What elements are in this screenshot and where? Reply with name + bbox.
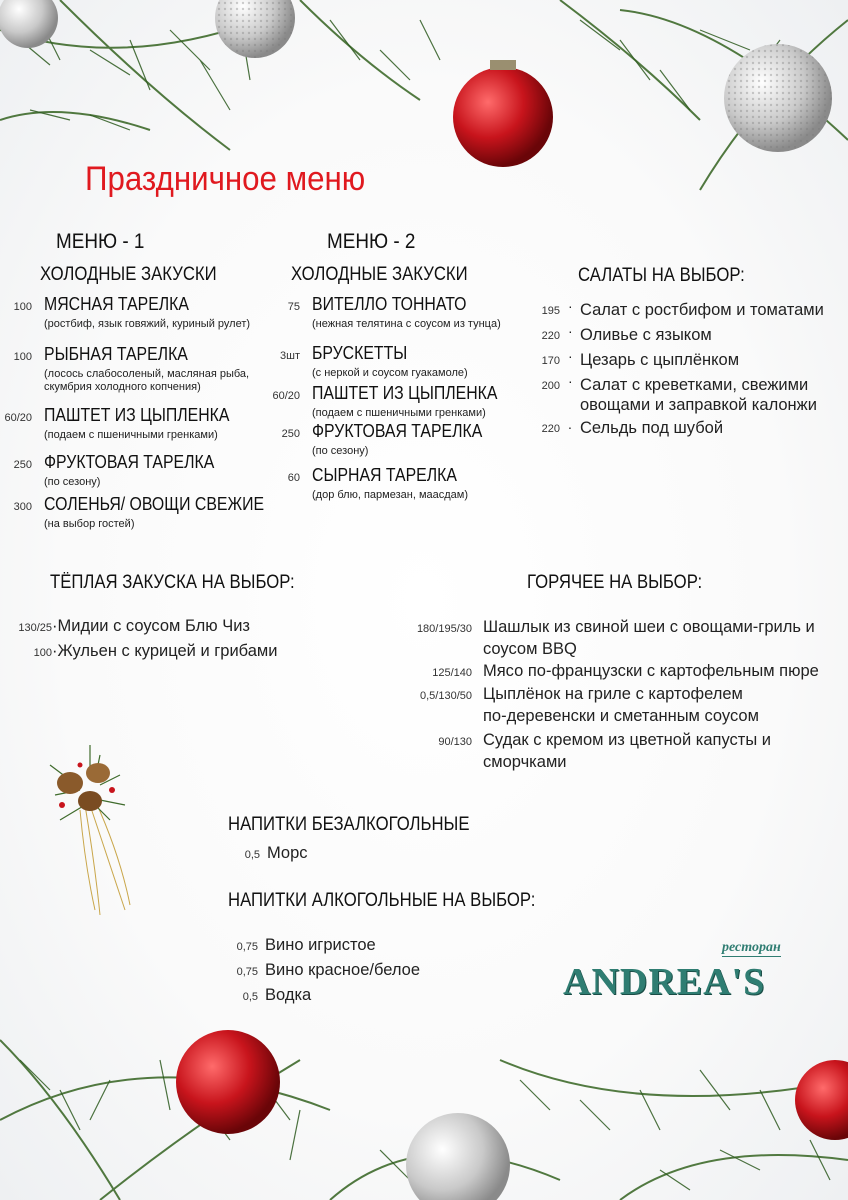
- item-name: Салат с креветками, свежими: [580, 376, 809, 394]
- item-description: (дор блю, пармезан, маасдам): [312, 489, 468, 501]
- item-name: СОЛЕНЬЯ/ ОВОЩИ СВЕЖИЕ: [44, 494, 265, 514]
- menu1-header: МЕНЮ - 1: [56, 230, 145, 253]
- item-description: (по сезону): [44, 476, 101, 488]
- item-quantity: 220: [541, 423, 560, 435]
- item-name: ФРУКТОВАЯ ТАРЕЛКА: [312, 421, 483, 441]
- item-quantity: 0,75: [236, 966, 258, 978]
- item-description: (подаем с пшеничными гренками): [312, 407, 486, 419]
- item-name: ·Мидии с соусом Блю Чиз: [52, 617, 250, 635]
- bottom-pine-decoration: [0, 1000, 848, 1200]
- item-quantity: 60/20: [272, 390, 300, 402]
- red-ornament-icon: [176, 1030, 280, 1134]
- drinks-alc-header: НАПИТКИ АЛКОГОЛЬНЫЕ НА ВЫБОР:: [228, 890, 536, 911]
- item-name: Судак с кремом из цветной капусты и: [483, 731, 771, 749]
- item-quantity: 130/25: [18, 622, 52, 634]
- item-bullet: ·: [568, 323, 573, 339]
- item-description: (подаем с пшеничными гренками): [44, 429, 218, 441]
- item-description: (ростбиф, язык говяжий, куриный рулет): [44, 318, 251, 330]
- warm-header: ТЁПЛАЯ ЗАКУСКА НА ВЫБОР:: [50, 572, 295, 593]
- logo-subtitle: ресторан: [722, 940, 781, 955]
- item-quantity: 60: [287, 472, 300, 484]
- item-name: ВИТЕЛЛО ТОННАТО: [312, 294, 467, 314]
- item-name: ·Жульен с курицей и грибами: [52, 642, 278, 660]
- item-name: Сельдь под шубой: [580, 419, 724, 437]
- item-description: (лосось слабосоленый, масляная рыба, скумбрия холодного копчения): [44, 368, 250, 393]
- item-name: сморчками: [483, 753, 567, 771]
- item-name: соусом BBQ: [483, 640, 577, 658]
- item-quantity: 90/130: [438, 736, 472, 748]
- item-bullet: ·: [568, 373, 573, 389]
- item-quantity: 60/20: [4, 412, 32, 424]
- item-quantity: 170: [541, 355, 560, 367]
- item-name: ФРУКТОВАЯ ТАРЕЛКА: [44, 452, 215, 472]
- red-ornament-icon: [795, 1060, 848, 1140]
- menu2-header: МЕНЮ - 2: [327, 230, 416, 253]
- item-bullet: ·: [568, 348, 573, 364]
- red-ornament-icon: [453, 67, 553, 167]
- item-name: Вино красное/белое: [265, 961, 421, 979]
- item-quantity: 100: [13, 301, 32, 313]
- item-quantity: 195: [541, 305, 560, 317]
- menu2-section-header: ХОЛОДНЫЕ ЗАКУСКИ: [291, 264, 468, 285]
- item-name: Цезарь с цыплёнком: [580, 351, 740, 369]
- item-name: ПАШТЕТ ИЗ ЦЫПЛЕНКА: [312, 383, 498, 403]
- item-quantity: 180/195/30: [416, 623, 472, 635]
- item-bullet: ·: [568, 298, 573, 314]
- item-quantity: 300: [13, 501, 32, 513]
- item-name: СЫРНАЯ ТАРЕЛКА: [312, 465, 457, 485]
- item-name: по-деревенски и сметанным соусом: [483, 707, 759, 725]
- item-quantity: 250: [13, 459, 32, 471]
- item-quantity: 0,5: [244, 849, 260, 861]
- item-name: овощами и заправкой калонжи: [580, 396, 817, 414]
- hot-header: ГОРЯЧЕЕ НА ВЫБОР:: [527, 572, 703, 593]
- item-name: МЯСНАЯ ТАРЕЛКА: [44, 294, 189, 314]
- item-quantity: 100: [33, 647, 52, 659]
- item-quantity: 0,75: [236, 941, 258, 953]
- item-description: (по сезону): [312, 445, 369, 457]
- item-quantity: 250: [281, 428, 300, 440]
- item-name: РЫБНАЯ ТАРЕЛКА: [44, 344, 188, 364]
- item-quantity: 200: [541, 380, 560, 392]
- item-quantity: 3шт: [280, 350, 300, 362]
- page-title: Праздничное меню: [85, 160, 366, 198]
- item-description: (нежная телятина с соусом из тунца): [312, 318, 501, 330]
- item-bullet: .: [568, 416, 572, 432]
- item-name: Мясо по-французски с картофельным пюре: [483, 662, 819, 680]
- pinecone-sprig-icon: [40, 735, 140, 920]
- menu1-section-header: ХОЛОДНЫЕ ЗАКУСКИ: [40, 264, 217, 285]
- item-description: (с неркой и соусом гуакамоле): [312, 367, 468, 379]
- silver-ornament-icon: [406, 1113, 510, 1200]
- item-name: Цыплёнок на гриле с картофелем: [483, 685, 743, 703]
- item-quantity: 220: [541, 330, 560, 342]
- item-name: Оливье с языком: [580, 326, 712, 344]
- item-name: Шашлык из свиной шеи с овощами-гриль и: [483, 618, 815, 636]
- item-quantity: 0,5: [242, 991, 258, 1003]
- item-quantity: 0,5/130/50: [420, 690, 472, 702]
- item-name: Морс: [267, 844, 308, 862]
- item-quantity: 100: [13, 351, 32, 363]
- item-name: Вино игристое: [265, 936, 376, 954]
- salads-header: САЛАТЫ НА ВЫБОР:: [578, 265, 745, 286]
- drinks-soft-header: НАПИТКИ БЕЗАЛКОГОЛЬНЫЕ: [228, 814, 470, 835]
- silver-ornament-icon: [0, 0, 58, 48]
- item-name: Водка: [265, 986, 312, 1004]
- item-quantity: 125/140: [432, 667, 472, 679]
- item-name: Салат с ростбифом и томатами: [580, 301, 824, 319]
- item-description: (на выбор гостей): [44, 518, 135, 530]
- item-quantity: 75: [287, 301, 300, 313]
- item-name: БРУСКЕТТЫ: [312, 343, 408, 363]
- item-name: ПАШТЕТ ИЗ ЦЫПЛЕНКА: [44, 405, 230, 425]
- restaurant-logo: ANDREA'S: [563, 961, 766, 1003]
